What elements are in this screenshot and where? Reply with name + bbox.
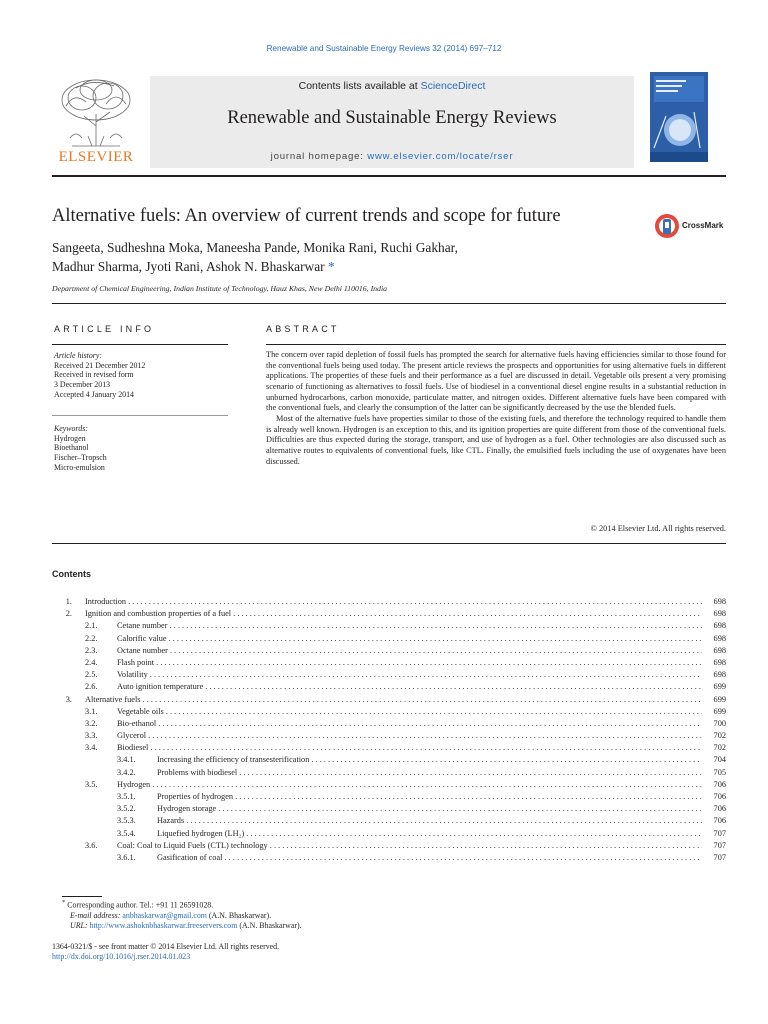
doi-link[interactable]: http://dx.doi.org/10.1016/j.rser.2014.01.023 <box>52 952 191 962</box>
toc-entry-title[interactable]: Liquefied hydrogen (LH₂) . . . <box>157 828 702 840</box>
toc-entry-title[interactable]: Glycerol . . . <box>117 730 702 742</box>
affiliation: Department of Chemical Engineering, Indian Institute of Technology, Hauz Khas, New Delhi 110016, India <box>52 284 388 293</box>
toc-entry-page: 707 <box>713 840 726 850</box>
toc-entry[interactable] <box>52 791 726 803</box>
toc-entry[interactable] <box>52 852 726 864</box>
toc-entry-number: 3.5. <box>85 779 98 789</box>
toc-entry-page: 700 <box>713 718 726 728</box>
elsevier-logo <box>52 76 140 166</box>
history-item: 3 December 2013 <box>54 380 111 390</box>
toc-entry-title[interactable]: Ignition and combustion properties of a fuel . . . <box>85 608 702 620</box>
toc-entry-page: 698 <box>713 657 726 667</box>
publisher-name: ELSEVIER <box>58 149 134 165</box>
toc-entry-number: 3.5.1. <box>117 792 136 801</box>
toc-entry-title[interactable]: Introduction . . . <box>85 596 702 608</box>
article-title: Alternative fuels: An overview of current trends and scope for future <box>52 206 561 226</box>
toc-entry-title[interactable]: Hydrogen storage . . . <box>157 803 702 815</box>
toc-entry-page: 698 <box>713 609 726 619</box>
toc-entry[interactable] <box>52 828 726 840</box>
title-divider <box>52 303 726 304</box>
keywords-divider <box>52 415 228 416</box>
toc-entry-page: 698 <box>713 597 726 606</box>
toc-entry-number: 3.4.2. <box>117 767 136 777</box>
toc-entry-page: 707 <box>713 828 726 838</box>
toc-entry-title[interactable]: Coal: Coal to Liquid Fuels (CTL) technology . . . <box>117 840 702 852</box>
corresponding-author-mark[interactable]: * <box>327 258 335 274</box>
authors-line-1: Sangeeta, Sudheshna Moka, Maneesha Pande, Monika Rani, Ruchi Gakhar, <box>52 240 458 255</box>
email-suffix: (A.N. Bhaskarwar). <box>206 910 272 920</box>
toc-entry[interactable] <box>52 669 726 681</box>
crossmark-label: CrossMark <box>682 221 724 230</box>
journal-title: Renewable and Sustainable Energy Reviews <box>227 108 557 128</box>
keyword: Micro-emulsion <box>54 462 105 472</box>
toc-entry-title[interactable]: Octane number . . . <box>117 645 702 657</box>
corresponding-author-note: Corresponding author. Tel.: +91 11 26591028. <box>67 900 214 910</box>
toc-entry-title[interactable]: Auto ignition temperature . . . <box>117 681 702 693</box>
toc-entry-number: 3.1. <box>85 706 98 716</box>
cover-artwork-icon <box>650 72 708 162</box>
masthead-divider <box>52 175 726 177</box>
toc-entry[interactable] <box>52 779 726 791</box>
toc-entry-title[interactable]: Calorific value . . . <box>117 633 702 645</box>
toc-entry-page: 706 <box>713 779 726 789</box>
toc-entry-number: 3.3. <box>85 731 98 741</box>
toc-entry-page: 699 <box>713 706 726 716</box>
toc-entry-title[interactable]: Gasification of coal . . . <box>157 852 702 864</box>
toc-entry-title[interactable]: Vegetable oils . . . <box>117 706 702 718</box>
footnote-mark: * <box>62 899 66 906</box>
toc-entry-title[interactable]: Biodiesel . . . <box>117 742 702 754</box>
elsevier-tree-icon <box>52 76 140 148</box>
abstract-rule <box>266 344 726 345</box>
toc-entry-page: 698 <box>713 621 726 631</box>
toc-entry-title[interactable]: Hydrogen . . . <box>117 779 702 791</box>
toc-entry-title[interactable]: Problems with biodiesel . . . <box>157 767 702 779</box>
keyword: Hydrogen <box>54 433 86 443</box>
toc-entry-number: 1. <box>65 597 72 606</box>
email-label: E-mail address: <box>70 910 123 920</box>
footnote-rule <box>62 896 102 897</box>
toc-entry-number: 3.6.1. <box>117 852 136 862</box>
toc-entry[interactable] <box>52 694 726 706</box>
author-url-link[interactable]: http://www.ashoknbhaskarwar.freeservers.com <box>89 921 238 931</box>
toc-entry[interactable] <box>52 706 726 718</box>
table-of-contents <box>52 596 726 864</box>
toc-entry-title[interactable]: Properties of hydrogen . . . <box>157 791 702 803</box>
toc-entry-number: 3.6. <box>85 840 98 850</box>
keyword: Bioethanol <box>54 443 89 453</box>
contents-heading: Contents <box>52 569 91 579</box>
toc-entry-page: 702 <box>713 731 726 741</box>
article-info-heading: ARTICLE INFO <box>54 324 155 334</box>
toc-entry-number: 2.6. <box>85 682 98 692</box>
contents-available-line <box>150 80 634 92</box>
toc-entry-title[interactable]: Alternative fuels . . . <box>85 694 702 706</box>
toc-entry-page: 698 <box>713 645 726 655</box>
authors-line-2: Madhur Sharma, Jyoti Rani, Ashok N. Bhaskarwar <box>52 258 325 274</box>
footnote <box>62 898 662 932</box>
abstract-heading: ABSTRACT <box>266 324 340 334</box>
toc-entry-page: 706 <box>713 804 726 814</box>
toc-entry[interactable] <box>52 815 726 827</box>
toc-entry[interactable] <box>52 620 726 632</box>
toc-entry-number: 2. <box>65 609 72 619</box>
toc-entry-number: 3.2. <box>85 718 98 728</box>
toc-entry-page: 706 <box>713 792 726 801</box>
toc-entry[interactable] <box>52 633 726 645</box>
toc-entry-title[interactable]: Volatility . . . <box>117 669 702 681</box>
toc-entry-number: 2.4. <box>85 657 98 667</box>
crossmark-badge[interactable] <box>654 212 730 240</box>
abstract-paragraph: Most of the alternative fuels have properties similar to those of the existing fuels, and therefore the technology required to handle them is already well known. Hydrogen is an exception to this, and its ignition properties are quite different from those of the conventional fuels. Difficulties are thus expected during the storage, transport, and use of hydrogen as a fuel. Other technologies are also discussed such as alternative routes to equivalents of conventional fuels, like CTL. Finally, the emulsified fuels including the use of oxygenates have been discussed. <box>266 413 726 466</box>
toc-entry-page: 699 <box>713 694 726 704</box>
toc-entry-page: 699 <box>713 682 726 692</box>
crossmark-icon <box>654 212 680 240</box>
toc-entry[interactable] <box>52 742 726 754</box>
toc-entry-number: 2.3. <box>85 645 98 655</box>
toc-entry[interactable] <box>52 681 726 693</box>
author-list <box>52 239 692 276</box>
issn-line: 1364-0321/$ - see front matter © 2014 Elsevier Ltd. All rights reserved. <box>52 942 280 951</box>
history-item: Accepted 4 January 2014 <box>54 389 134 399</box>
sciencedirect-link[interactable]: ScienceDirect <box>420 80 486 92</box>
toc-entry-title[interactable]: Bio-ethanol . . . <box>117 718 702 730</box>
toc-entry-page: 702 <box>713 743 726 753</box>
url-label: URL: <box>70 921 90 931</box>
toc-entry-number: 3.5.4. <box>117 828 136 838</box>
journal-cover-image <box>650 72 708 162</box>
history-label: Article history: <box>54 351 102 360</box>
abstract-bottom-divider <box>52 543 726 544</box>
toc-entry-page: 698 <box>713 670 726 680</box>
toc-entry[interactable] <box>52 718 726 730</box>
toc-entry-number: 3.5.3. <box>117 816 136 826</box>
toc-entry-title[interactable]: Flash point . . . <box>117 657 702 669</box>
front-matter-meta <box>52 942 652 963</box>
toc-entry-number: 2.2. <box>85 633 98 643</box>
toc-entry[interactable] <box>52 645 726 657</box>
toc-entry-title[interactable]: Hazards . . . <box>157 815 702 827</box>
toc-entry-number: 2.5. <box>85 670 98 680</box>
toc-entry-number: 3. <box>65 694 72 704</box>
history-item: Received 21 December 2012 <box>54 360 146 370</box>
abstract-body <box>266 350 726 467</box>
toc-entry-number: 3.4.1. <box>117 755 136 765</box>
history-item: Received in revised form <box>54 370 134 380</box>
contents-prefix: Contents lists available at <box>298 80 421 92</box>
toc-entry[interactable] <box>52 840 726 852</box>
toc-entry-title[interactable]: Increasing the efficiency of transesterification . . . <box>157 754 702 766</box>
keywords-label: Keywords: <box>54 424 88 433</box>
toc-entry[interactable] <box>52 754 726 766</box>
toc-entry[interactable] <box>52 657 726 669</box>
url-suffix: (A.N. Bhaskarwar). <box>237 921 302 931</box>
toc-entry-page: 704 <box>713 755 726 765</box>
journal-citation[interactable]: Renewable and Sustainable Energy Reviews 32 (2014) 697–712 <box>266 44 502 53</box>
keyword: Fischer–Tropsch <box>54 453 107 463</box>
toc-entry[interactable] <box>52 803 726 815</box>
email-link[interactable]: anbhaskarwar@gmail.com <box>122 910 207 920</box>
toc-entry-title[interactable]: Cetane number . . . <box>117 620 702 632</box>
toc-entry[interactable] <box>52 730 726 742</box>
abstract-copyright: © 2014 Elsevier Ltd. All rights reserved. <box>590 524 726 533</box>
homepage-link[interactable]: www.elsevier.com/locate/rser <box>367 151 514 162</box>
toc-entry[interactable] <box>52 596 726 608</box>
abstract-paragraph: The concern over rapid depletion of fossil fuels has prompted the search for alternative fuels having efficiencies similar to those found for the conventional fuels being used today. The present article reviews the prospects and opportunities for using alternative fuels in different applications. The properties of these fuels and their performance as a fuel are discussed in detail. Vegetable oils present a very promising scenario of functioning as alternatives to fossil fuels. Use of biodiesel in a conventional diesel engine results in a substantial reduction in unburned hydrocarbons, carbon monoxide, particulate matter, and nitrogen oxides. Different alternative fuels have been compared with the conventional fuels, and clearly the consumption of the latter can be significantly decreased by the use the blended fuels. <box>266 350 726 413</box>
toc-entry-page: 705 <box>713 767 726 777</box>
toc-entry-page: 706 <box>713 816 726 826</box>
journal-homepage-line <box>150 151 634 162</box>
toc-entry-number: 3.5.2. <box>117 804 136 814</box>
toc-entry[interactable] <box>52 608 726 620</box>
toc-entry-page: 707 <box>713 852 726 862</box>
keywords <box>54 424 230 473</box>
toc-entry-page: 698 <box>713 633 726 643</box>
article-history <box>54 351 230 400</box>
toc-entry-number: 2.1. <box>85 621 98 631</box>
article-info-rule <box>52 344 228 345</box>
toc-entry-number: 3.4. <box>85 743 98 753</box>
toc-entry[interactable] <box>52 767 726 779</box>
homepage-prefix: journal homepage: <box>270 151 368 162</box>
